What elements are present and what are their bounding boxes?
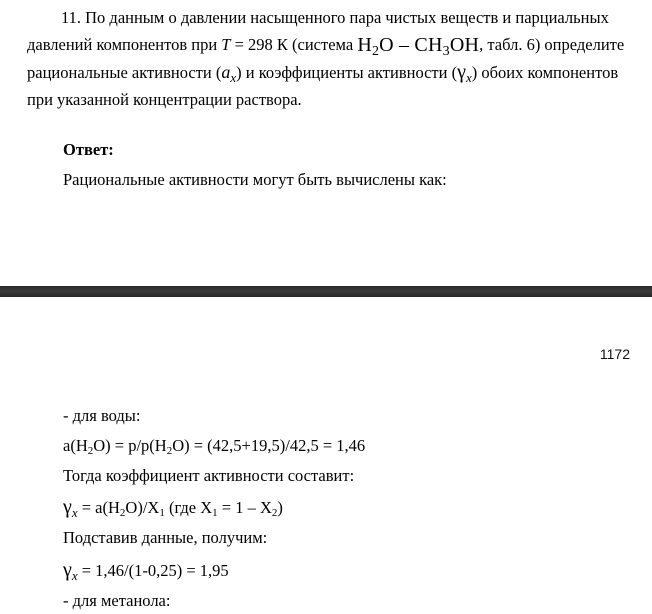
problem-text-5: ) обоих компонентов при указанной концентрации раствора. (27, 63, 619, 109)
gamma-intro: Тогда коэффициент активности составит: (63, 466, 355, 485)
var-temperature: T (221, 35, 231, 54)
water-header: - для воды: (63, 406, 141, 425)
problem-text-4: ) и коэффициенты активности ( (236, 63, 458, 82)
problem-text-3: , табл. 6) определите рациональные активности ( (27, 35, 625, 82)
page-number: 1172 (599, 346, 630, 362)
substitute-text: Подставив данные, получим: (63, 528, 268, 547)
gamma-result: $\gamma_x = 1,46/(1-0,25) = 1,95$ (63, 559, 229, 583)
answer-label: Ответ: (63, 140, 114, 159)
gamma-equation: $\gamma_x = a(H_2O)/X_1$ (где $X_1 = 1 - X_2$) (63, 496, 283, 520)
methanol-header: - для метанола: (63, 591, 171, 610)
problem-text-2: = 298 К (система (230, 35, 358, 54)
page-divider (0, 286, 652, 297)
gamma-symbol: $\gamma_x$ (457, 61, 472, 85)
page-upper (0, 0, 652, 286)
activity-symbol: $a_x$ (221, 62, 237, 85)
system-formula: $H_2O - CH_3OH$ (357, 34, 480, 59)
problem-number: 11. (61, 8, 82, 27)
problem-text-1: По данным о давлении насыщенного пара чистых веществ и парциальных давлений компонентов при (27, 8, 609, 54)
water-activity-equation: $a(H_2O) = p/p(H_2O) = (42,5+19,5)/42,5 = 1,46$ (63, 436, 366, 457)
answer-intro: Рациональные активности могут быть вычислены как: (63, 170, 447, 189)
problem-statement (27, 4, 637, 113)
